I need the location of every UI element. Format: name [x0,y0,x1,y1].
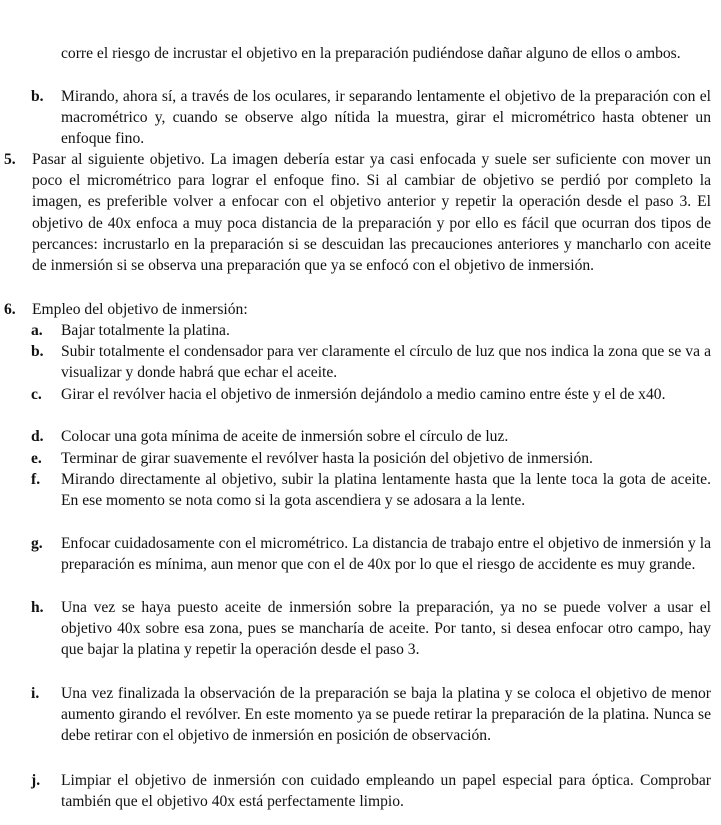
step-6h-item [31,597,711,661]
continuation-paragraph [61,43,711,64]
step-5-body [32,149,711,276]
step-6-label: 6. [4,301,16,318]
step-6i-label: i. [31,685,40,702]
step-6e-text: Terminar de girar suavemente el revólver hasta la posición del objetivo de inmersión. [61,450,593,467]
step-5-label: 5. [4,151,16,168]
step-6b-item [31,341,711,383]
step-6h-label: h. [31,599,44,616]
step-6c-label: c. [31,386,42,403]
step-6g-text: Enfocar cuidadosamente con el micrométrico. La distancia de trabajo entre el objetivo de inmersión y la preparación es mínima, aun menor que con el de 40x por lo que el riesgo de accidente es muy grande. [61,535,711,574]
step-6h-text: Una vez se haya puesto aceite de inmersión sobre la preparación, ya no se puede volver a usar el objetivo 40x sobre esa zona, pues se mancharía de aceite. Por tanto, si desea enfocar otro campo, hay que bajar la platina y repetir la operación desde el paso 3. [61,599,711,659]
step-6-heading [4,299,711,320]
step-6f-label: f. [31,471,41,488]
step-6i-text: Una vez finalizada la observación de la preparación se baja la platina y se coloca el objetivo de menor aumento girando el revólver. En este momento ya se puede retirar la preparación de la platina. Nunca se debe retirar con el objetivo de inmersión en posición de observación. [61,685,711,745]
step-6a-item [31,320,711,341]
step-6a-label: a. [31,322,43,339]
step-6g-item [31,533,711,575]
step-6a-text: Bajar totalmente la platina. [61,322,230,339]
step-4b-text: Mirando, ahora sí, a través de los oculares, ir separando lentamente el objetivo de la preparación con el macrométrico y, cuando se observe algo nítida la muestra, girar el micrométrico hasta obtener un enfoque fino. [61,88,711,148]
step-4b-item [31,86,711,150]
step-6g-label: g. [31,535,43,552]
step-5-text: Pasar al siguiente objetivo. La imagen debería estar ya casi enfocada y suele ser suficiente con mover un poco el micrométrico para lograr el enfoque fino. Si al cambiar de objetivo se perdió por completo la imagen, es preferible volver a enfocar con el objetivo anterior y repetir la operación desde el paso 3. El objetivo de 40x enfoca a muy poca distancia de la preparación y por ello es fácil que ocurran dos tipos de percances: incrustarlo en la preparación si se descuidan las precauciones anteriores y mancharlo con aceite de inmersión si se observa una preparación que ya se enfocó con el objetivo de inmersión. [32,151,711,275]
continuation-text: corre el riesgo de incrustar el objetivo en la preparación pudiéndose dañar alguno de ellos o ambos. [61,45,681,62]
step-4b-label: b. [31,88,44,105]
step-6b-text: Subir totalmente el condensador para ver claramente el círculo de luz que nos indica la zona que se va a visualizar y donde habrá que echar el aceite. [61,343,711,382]
step-6d-text: Colocar una gota mínima de aceite de inmersión sobre el círculo de luz. [61,428,509,445]
step-5-item [4,149,711,276]
step-6f-text: Mirando directamente al objetivo, subir la platina lentamente hasta que la lente toca la gota de aceite. En ese momento se nota como si la gota ascendiera y se adosara a la lente. [61,471,711,510]
step-6d-label: d. [31,428,44,445]
step-6j-label: j. [31,772,41,789]
step-6e-item [31,448,711,469]
step-6f-item [31,469,711,511]
step-6-text: Empleo del objetivo de inmersión: [32,301,248,318]
step-6d-item [31,426,711,447]
step-6i-item [31,683,711,747]
step-6e-label: e. [31,450,42,467]
step-6c-text: Girar el revólver hacia el objetivo de inmersión dejándolo a medio camino entre éste y el de x40. [61,386,666,403]
step-6j-item [31,770,711,812]
step-6c-item [31,384,711,405]
step-6b-label: b. [31,343,44,360]
step-6j-text: Limpiar el objetivo de inmersión con cuidado empleando un papel especial para óptica. Comprobar también que el objetivo 40x está perfectamente limpio. [61,772,711,811]
